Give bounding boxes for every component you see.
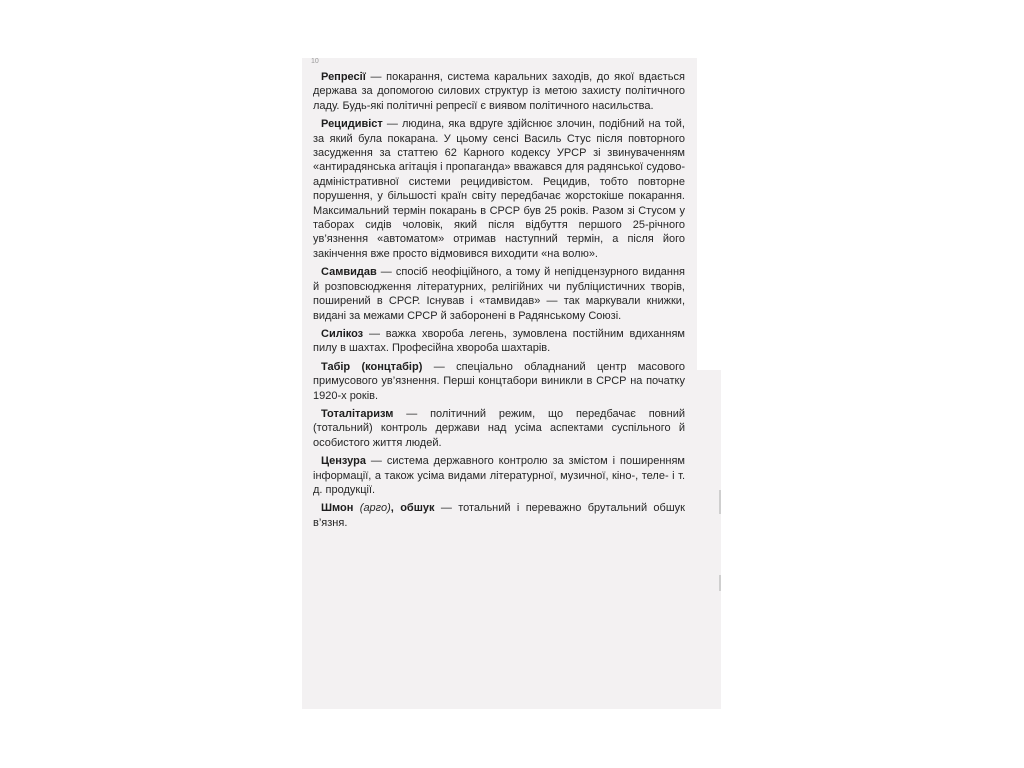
page-number: 10 — [311, 58, 319, 65]
glossary-definition: — спосіб неофіційного, а тому й непідцензурного видання й розповсюдження літературних, релігійних чи публіцистичних творів, поширений в СРСР. Існував і «тамвидав» — так маркували книжки, видані за межами СРСР й заборонені в Радянському Союзі. — [313, 266, 685, 322]
glossary-entry — [313, 454, 685, 497]
glossary-definition: — тотальний і переважно брутальний обшук в’язня. — [313, 502, 685, 529]
glossary-term: Репресії — [321, 71, 366, 83]
page-edge-mark — [719, 575, 721, 591]
glossary-entry — [313, 117, 685, 261]
glossary-term: Тоталітаризм — [321, 407, 394, 420]
page-edge-mark — [719, 490, 721, 514]
page-edge — [697, 370, 721, 709]
glossary-entry — [313, 501, 685, 530]
glossary-entry — [313, 265, 685, 323]
glossary-term: Шмон — [321, 502, 354, 515]
glossary-term: Цензура — [321, 455, 366, 468]
glossary-definition: — покарання, система каральних заходів, до якої вдається держава за допомогою силових структур із метою захисту політичного ладу. Будь-які політичні репресії є виявом політичного насильства. — [313, 71, 685, 112]
glossary-entry — [313, 360, 685, 403]
glossary-entry — [313, 327, 685, 356]
glossary-definition: — система державного контролю за змістом і поширенням інформації, а також усіма видами літературної, музичної, кіно-, теле- і т. д. продукції. — [313, 455, 685, 496]
glossary — [313, 70, 685, 534]
glossary-entry — [313, 70, 685, 113]
glossary-definition: — політичний режим, що передбачає повний (тотальний) контроль держави над усіма аспектами суспільного й особистого життя людей. — [313, 407, 685, 449]
glossary-definition: — спеціально обладнаний центр масового примусового ув’язнення. Перші концтабори виникли в СРСР на початку 1920-х років. — [313, 360, 685, 402]
glossary-definition: — важка хвороба легень, зумовлена постійним вдиханням пилу в шахтах. Професійна хвороба шахтарів. — [313, 327, 685, 355]
glossary-note: (арго) — [359, 502, 391, 515]
glossary-separator: , — [390, 502, 401, 515]
glossary-term: Силікоз — [321, 327, 364, 340]
glossary-term: Самвидав — [321, 266, 377, 279]
glossary-entry — [313, 407, 685, 450]
glossary-term: Рецидивіст — [321, 118, 383, 131]
glossary-definition: — людина, яка вдруге здійснює злочин, подібний на той, за який була покарана. У цьому сенсі Василь Стус після повторного засудження за статтею 62 Карного кодексу УРСР зі звинуваченням «антирадянська агітація і пропаганда» вважався для радянської судово-адміністративної системи рецидивістом. Рецидив, тобто повторне порушення, у більшості країн світу передбачає жорстокіше покарання. Максимальний термін покарань в СРСР був 25 років. Разом зі Стусом у таборах сидів чоловік, який після відбуття першого 25-річного ув’язнення «автоматом» отримав наступний термін, а після його закінчення вже просто відмовився виходити «на волю». — [313, 118, 685, 260]
glossary-term: Табір (концтабір) — [321, 360, 423, 373]
glossary-term: обшук — [400, 502, 435, 515]
